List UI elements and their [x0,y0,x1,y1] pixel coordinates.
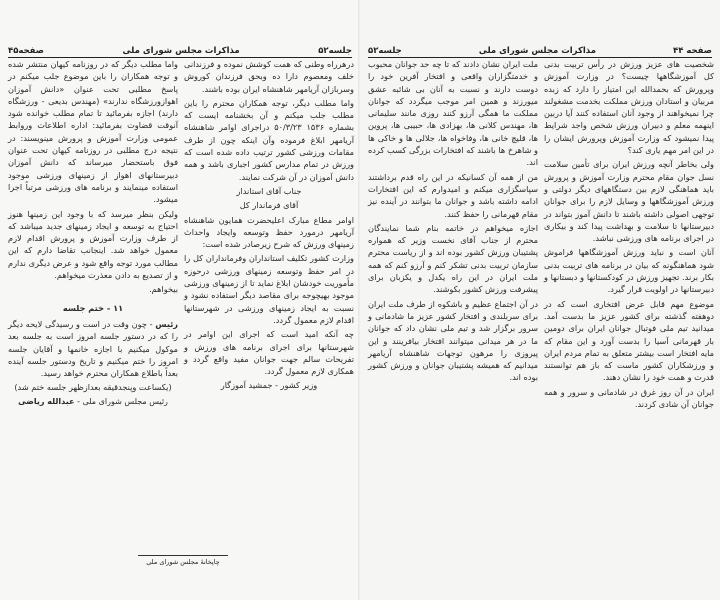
session-number: جلسه۵۲ [318,46,352,56]
text-column-right [544,58,714,412]
section-title: ۱۱ - ختم جلسه [62,302,124,313]
page-number: صفحه ۴۴ [673,46,712,56]
right-page [360,0,720,600]
paragraph: اوامر مطاع مبارک اعلیحضرت همایون شاهنشاه آریامهر درمورد حفظ وتوسعه وایجاد واحداث زمینهای ورزش که شرح زیرصادر شده است: [184,214,354,250]
signatory: وزیر کشور - جمشید آموزگار [220,380,318,391]
addressee: جناب آقای استاندار [236,185,302,196]
page-header [8,42,352,58]
header-title: مذاکرات مجلس شورای ملی [478,46,596,56]
paragraph: شخصیت های عزیز ورزش در رأس تربیت بدنی کل آموزشگاهها چیست؟ در وزارت آموزش وپرورش که بحمدالله این امتیاز را دارد که زبده مربیان و استادان ورزش مملکت بخدمت مشغولند چرا نمیخواهند از وجود آنان استفاده کنند آیا دربین اینهمه معلم و دبیران ورزش شخص واجد شرایط پیدا نمیشود که وزارت آموزش وپرورش ایشان را در این امر مهم یاری کند؟ [544,59,714,156]
paragraph: در آن اجتماع عظیم و باشکوه از طرف ملت ایران برای سربلندی و افتخار کشور عزیز ما شادمانی و سرور برگزار شد و تیم ملی نشان داد که جوانان ما در هر میدانی میتوانند افتخار بیافرینند و این پیروزی را مرهون توجهات شاهنشاه آریامهر میدانیم که همیشه پشتیبان جوانان و ورزش کشور بوده اند. [368,298,538,383]
paragraph: ولی بخاطر آنچه ورزش ایران برای تأمین سلامت نسل جوان مقام محترم وزارت آموزش و پرورش باید هماهنگی لازم بین دستگاههای دیگر دولتی و ورزش آموزشگاهها و وسایل لازم را برای جوانان توجهی اصولی داشته باشند تا دانش آموز بتواند در دبیرستانها تا سلامت و بهداشت پیدا کند و بیکاری در اجرای برنامه های ورزشی نباشد. [544,159,714,244]
text-column-left [8,58,178,408]
paragraph: ولیکن بنظر میرسد که با وجود این زمینها هنوز احتیاج به توسعه و ایجاد زمینهای جدید میباشد که از طرف وزارت آموزش و پرورش اقدام لازم معمول خواهد شد. اینجانب تقاضا دارم که این مطالب مورد توجه واقع شود و عرض دیگری ندارم و از تصدیع به دادن معذرت میخواهم. [8,208,178,281]
paragraph: درهرراه وطنی که همت کوشش نموده و فرزندانی خلف ومعصوم دارا ده وبحق فرزندان کوروش وسربازان آریامهر شاهنشاه ایران بوده باشند. [184,59,354,94]
closing-text: - چون وقت در است و رسیدگی لایحه دیگر را که در دستور جلسه امروز است به جلسه بعد موکول میکنیم با اجازه خانمها و آقایان جلسه امروز را ختم میکنیم و تاریخ ودستور جلسه آینده بعداً باطلاع همکاران محترم خواهد رسید. [8,318,178,379]
closing-time: (یکساعت وپنجدقیقه بعدازظهر جلسه ختم شد) [14,382,172,393]
signature [8,396,178,408]
paragraph: ایران در آن روز غرق در شادمانی و سرور و همه جوانان آن شادی کردند. [544,386,714,410]
session-number: جلسه۵۲ [368,46,402,56]
closing-paragraph [8,318,178,379]
signature-title: رئیس مجلس شورای ملی - [77,396,168,406]
paragraph: من از همه آن کسانیکه در این راه قدم برداشتند سپاسگزاری میکنم و امیدوارم که این افتخارات ادامه داشته باشد و جوانان ما بتوانند در آینده نیز مقام قهرمانی را حفظ کنند. [368,171,538,219]
paragraph: موضوع مهم قابل عرض افتخاری است که در دوهفته گذشته برای کشور عزیز ما بدست آمد. میدانید تیم ملی فوتبال جوانان ایران برای دومین بار قهرمانی آسیا را بدست آورد و این مقام که مایه افتخار است بیشتر متعلق به تمام مردم ایران و ورزشکاران کشور ماست که باز هم توانستند قدرت و همت خود را نشان دهند. [544,298,714,383]
printer-footer: چاپخانهٔ مجلس شورای ملی [138,555,228,566]
header-title: مذاکرات مجلس شورای ملی [122,46,240,56]
paragraph: اجازه میخواهم در خاتمه بنام شما نمایندگان محترم از جناب آقای نخست وزیر که همواره پشتیبان ورزش کشور بوده اند و از ریاست محترم سازمان تربیت بدنی تشکر کنم و آرزو کنم که همه ملت ایران در این راه یکدل و یکزبان برای پیشرفت ورزش کشور بکوشند. [368,222,538,295]
addressee: آقای فرماندار کل [239,200,299,211]
paragraph: آنان است و نباید ورزش آموزشگاهها فراموش شود هماهنگونه که بیان در برنامه های تربیت بدنی بکار برند. تجهیز ورزش در کودکستانها و دبستانها و دبیرستانها در اولویت قرار گیرد. [544,247,714,295]
paragraph: چه آنکه امید است که اجرای این اوامر در شهرستانها برای اجرای برنامه های ورزش و تفریحات سالم جهت جوانان مفید واقع گردد و همکاری لازم معمول گردد. [184,329,354,377]
paragraph: وزارت کشور تکلیف استانداران وفرمانداران کل را در امر حفظ وتوسعه زمینهای ورزشی درحوزه مأموریت خودشان ابلاغ نماید تا از زمینهای ورزشی موجود بهیچوجه برای مقاصد دیگر استفاده نشود و نسبت به ایجاد زمینهای ورزشی در شهرستانها اقدام لازم معمول گردد. [184,253,354,325]
text-column-left [368,58,538,386]
speaker-name: رئیس [155,318,179,329]
paragraph: واما مطلب دیگر که در روزنامه کیهان منتشر شده و توجه همکاران را باین موضوع جلب میکنم در پاسخ مطلبی تحت عنوان «دانش آموزان اهوازورزشگاه ندارند» (مهندس بدیعی - ورزشگاه دارند) اجازه بفرمائید تا تمام مطلب خوانده شود آنوقت قضاوت بفرمائید: اداره اطلاعات وروابط عمومی وزارت آموزش و پرورش مینویسند: در نتیجه درج مطلبی در روزنامه کیهان تحت عنوان فوق باستحضار میرساند که دانش آموزان دبیرستانهای اهواز از زمینهای ورزشی موجود استفاده مینمایند و برنامه های ورزشی مرتباً اجرا میشود. [8,59,178,205]
text-column-right [184,58,354,394]
signature-name: عبدالله ریاضی [18,396,75,406]
paragraph: واما مطلب دیگر، توجه همکاران محترم را باین مطلب جلب میکنم و آن بخشنامه ایست که بشماره ۱۵۳۶ ۵۰/۳/۲۳ دراجرای اوامر شاهنشاه آریامهر ابلاغ فرموده وآن اینکه چون از طرف مقامات ورزشی کشور ترتیب داده شده است که ورزش در تمام مدارس کشور اجباری باشد و همه دانش آموزان در آن شرکت نمایند. [184,97,354,182]
page-number: صفحه۴۵ [8,46,45,56]
paragraph: ملت ایران نشان دادند که تا چه حد جوانان محبوب و خدمتگزاران واقعی و افتخار آفرین خود را دوست دارند و نسبت به آنان بی شائبه عشق میورزند و همین امر موجب میگردد که جوانان مملکت ما همگی آرزو کنند روزی مانند سلیمانی ها، مهندس کلانی ها، بهزادی ها، حبیبی ها، پروین ها، قلیچ خانی ها، وفاخواه ها، جلالی ها و خاکی ها و شاهرخ ها باشند که افتخارات بزرگی کسب کرده اند. [368,59,538,168]
paragraph: بیخواهم. [149,284,178,295]
page-header [368,42,712,58]
